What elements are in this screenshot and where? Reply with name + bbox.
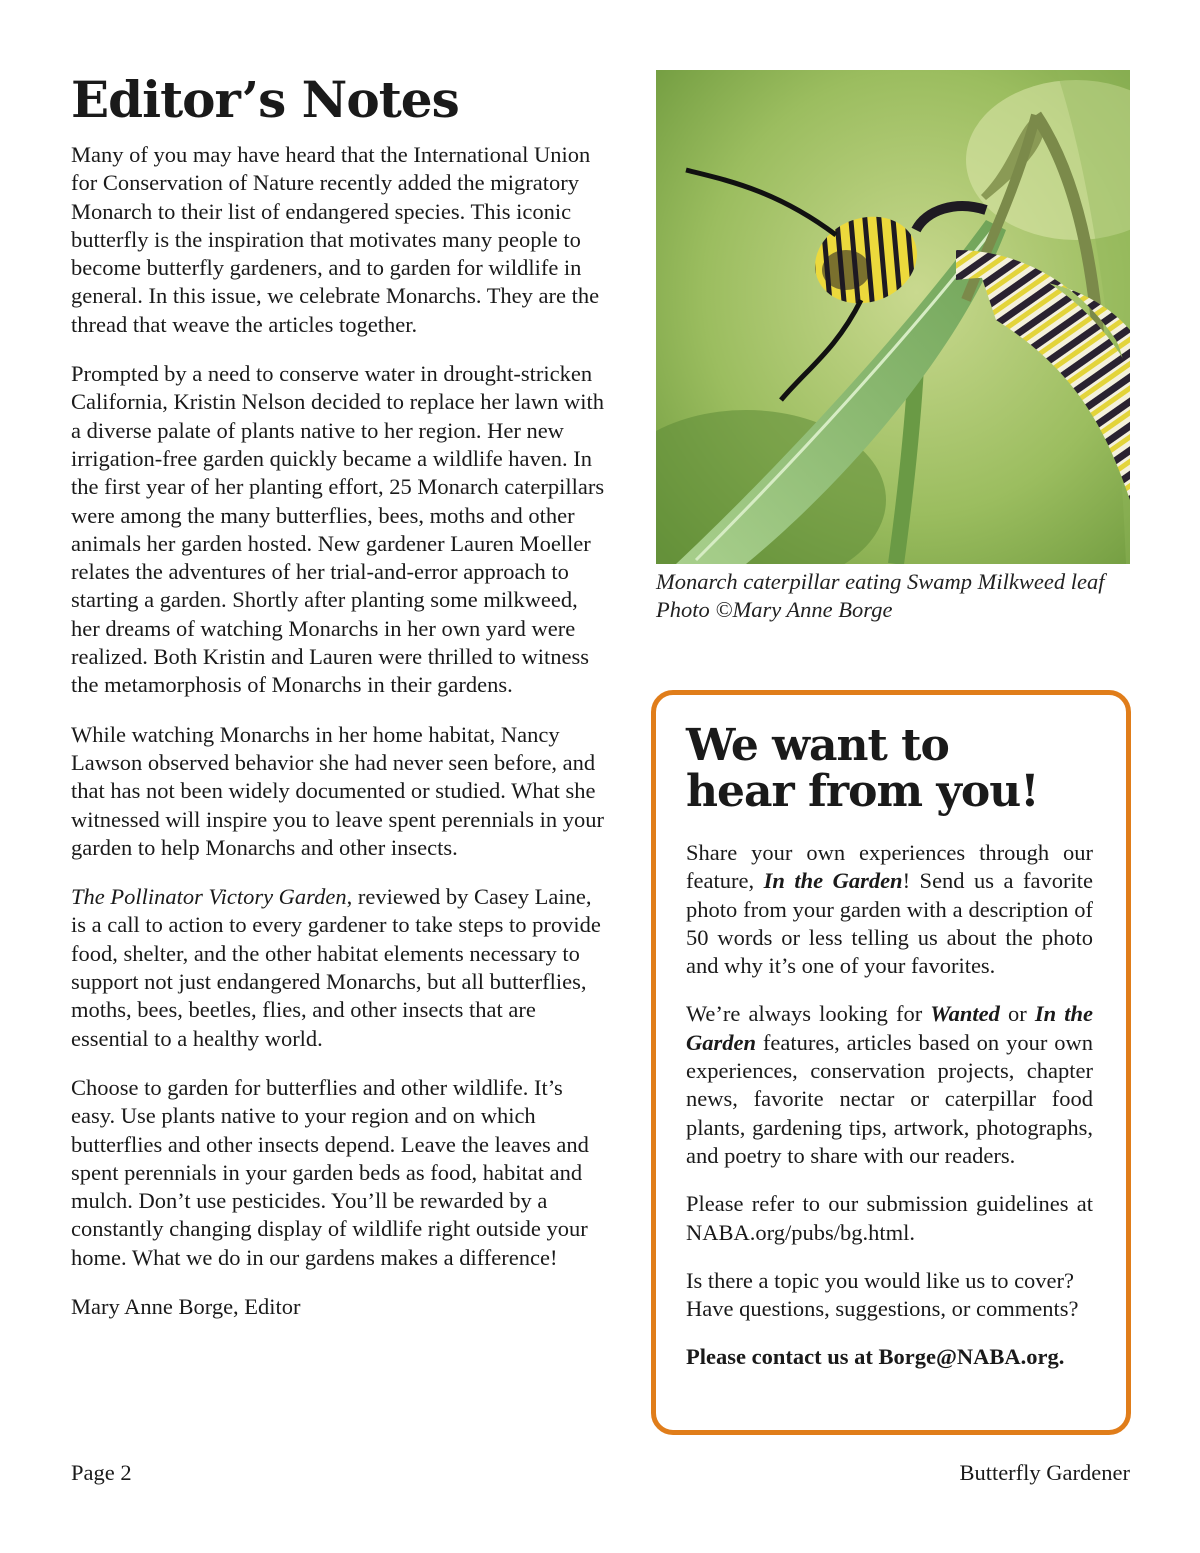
editor-paragraph-3: While watching Monarchs in her home habitat, Nancy Lawson observed behavior she had never seen before, and that has not been widely documented or studied. What she witnessed will inspire you to leave spent perennials in your garden to help Monarchs and other insects. bbox=[71, 721, 605, 860]
callout-paragraph-2 bbox=[686, 1000, 1093, 1170]
editor-paragraph-4 bbox=[71, 883, 611, 1053]
callout-title-line-2: hear from you! bbox=[686, 766, 1039, 817]
publication-name: Butterfly Gardener bbox=[959, 1460, 1130, 1485]
callout-p1-text-b: ! Send us a favorite photo from your garden with a description of 50 words or less telling us about the photo and why it’s one of your favorites. bbox=[686, 868, 1093, 979]
callout-p1-text-a: Share your own experiences through our feature, bbox=[686, 840, 1093, 894]
page-number: Page 2 bbox=[71, 1460, 132, 1485]
contact-line: Please contact us at Borge@NABA.org. bbox=[686, 1344, 1065, 1370]
book-title: The Pollinator Victory Garden bbox=[71, 884, 347, 910]
photo-credit: Photo ©Mary Anne Borge bbox=[656, 597, 893, 623]
callout-title-line-1: We want to bbox=[686, 720, 949, 771]
editor-notes-column bbox=[71, 72, 611, 1321]
page-title: Editor’s Notes bbox=[71, 70, 459, 129]
editor-signature: Mary Anne Borge, Editor bbox=[71, 1293, 301, 1319]
callout-paragraph-4: Is there a topic you would like us to cover? Have questions, suggestions, or comments? bbox=[686, 1267, 1079, 1322]
in-the-garden-feature: In the Garden bbox=[763, 868, 903, 894]
photo-caption-line-1: Monarch caterpillar eating Swamp Milkweed leaf bbox=[656, 569, 1105, 594]
callout-paragraph-3: Please refer to our submission guidelines at NABA.org/pubs/bg.html. bbox=[686, 1191, 1093, 1245]
callout-p2-text-a: We’re always looking for bbox=[686, 1001, 931, 1027]
photo-caption bbox=[656, 568, 1146, 625]
caterpillar-photo bbox=[656, 70, 1130, 564]
wanted-feature: Wanted bbox=[930, 1001, 1000, 1027]
callout-title bbox=[686, 720, 1093, 817]
editor-paragraph-4-text: , reviewed by Casey Laine, is a call to action to every gardener to take steps to provide food, shelter, and the other habitat elements necessary to support not just endangered Monarchs, but all butterflies, moths, bees, beetles, flies, and other insects that are essential to a healthy world. bbox=[71, 884, 601, 1051]
callout-paragraph-1 bbox=[686, 839, 1093, 980]
callout-p2-text-b: or bbox=[999, 1001, 1035, 1027]
editor-paragraph-5: Choose to garden for butterflies and other wildlife. It’s easy. Use plants native to your region and on which butterflies and other insects depend. Leave the leaves and spent perennials in your garden beds as food, habitat and mulch. Don’t use pesticides. You’ll be rewarded by a constantly changing display of wildlife right outside your home. What we do in our gardens makes a difference! bbox=[71, 1074, 589, 1270]
callout-p2-text-c: features, articles based on your own experiences, conservation projects, chapter news, favorite nectar or caterpillar food plants, gardening tips, artwork, photographs, and poetry to share with our readers. bbox=[686, 1029, 1093, 1168]
editor-paragraph-2: Prompted by a need to conserve water in drought-stricken California, Kristin Nelson decided to replace her lawn with a diverse palate of plants native to her region. Her new irrigation-free garden quickly became a wildlife haven. In the first year of her planting effort, 25 Monarch caterpillars were among the many butterflies, bees, moths and other animals her garden hosted. New gardener Lauren Moeller relates the adventures of her trial-and-error approach to starting a garden. Shortly after planting some milkweed, her dreams of watching Monarchs in her own yard were realized. Both Kristin and Lauren were thrilled to witness the metamorphosis of Monarchs in their gardens. bbox=[71, 361, 605, 698]
callout-box bbox=[651, 690, 1131, 1435]
editor-paragraph-1: Many of you may have heard that the International Union for Conservation of Nature recently added the migratory Monarch to their list of endangered species. This iconic butterfly is the inspiration that motivates many people to become butterfly gardeners, and to garden for wildlife in general. In this issue, we celebrate Monarchs. They are the thread that weave the articles together. bbox=[71, 142, 600, 337]
in-the-garden-feature-2: In the Garden bbox=[686, 1001, 1093, 1055]
